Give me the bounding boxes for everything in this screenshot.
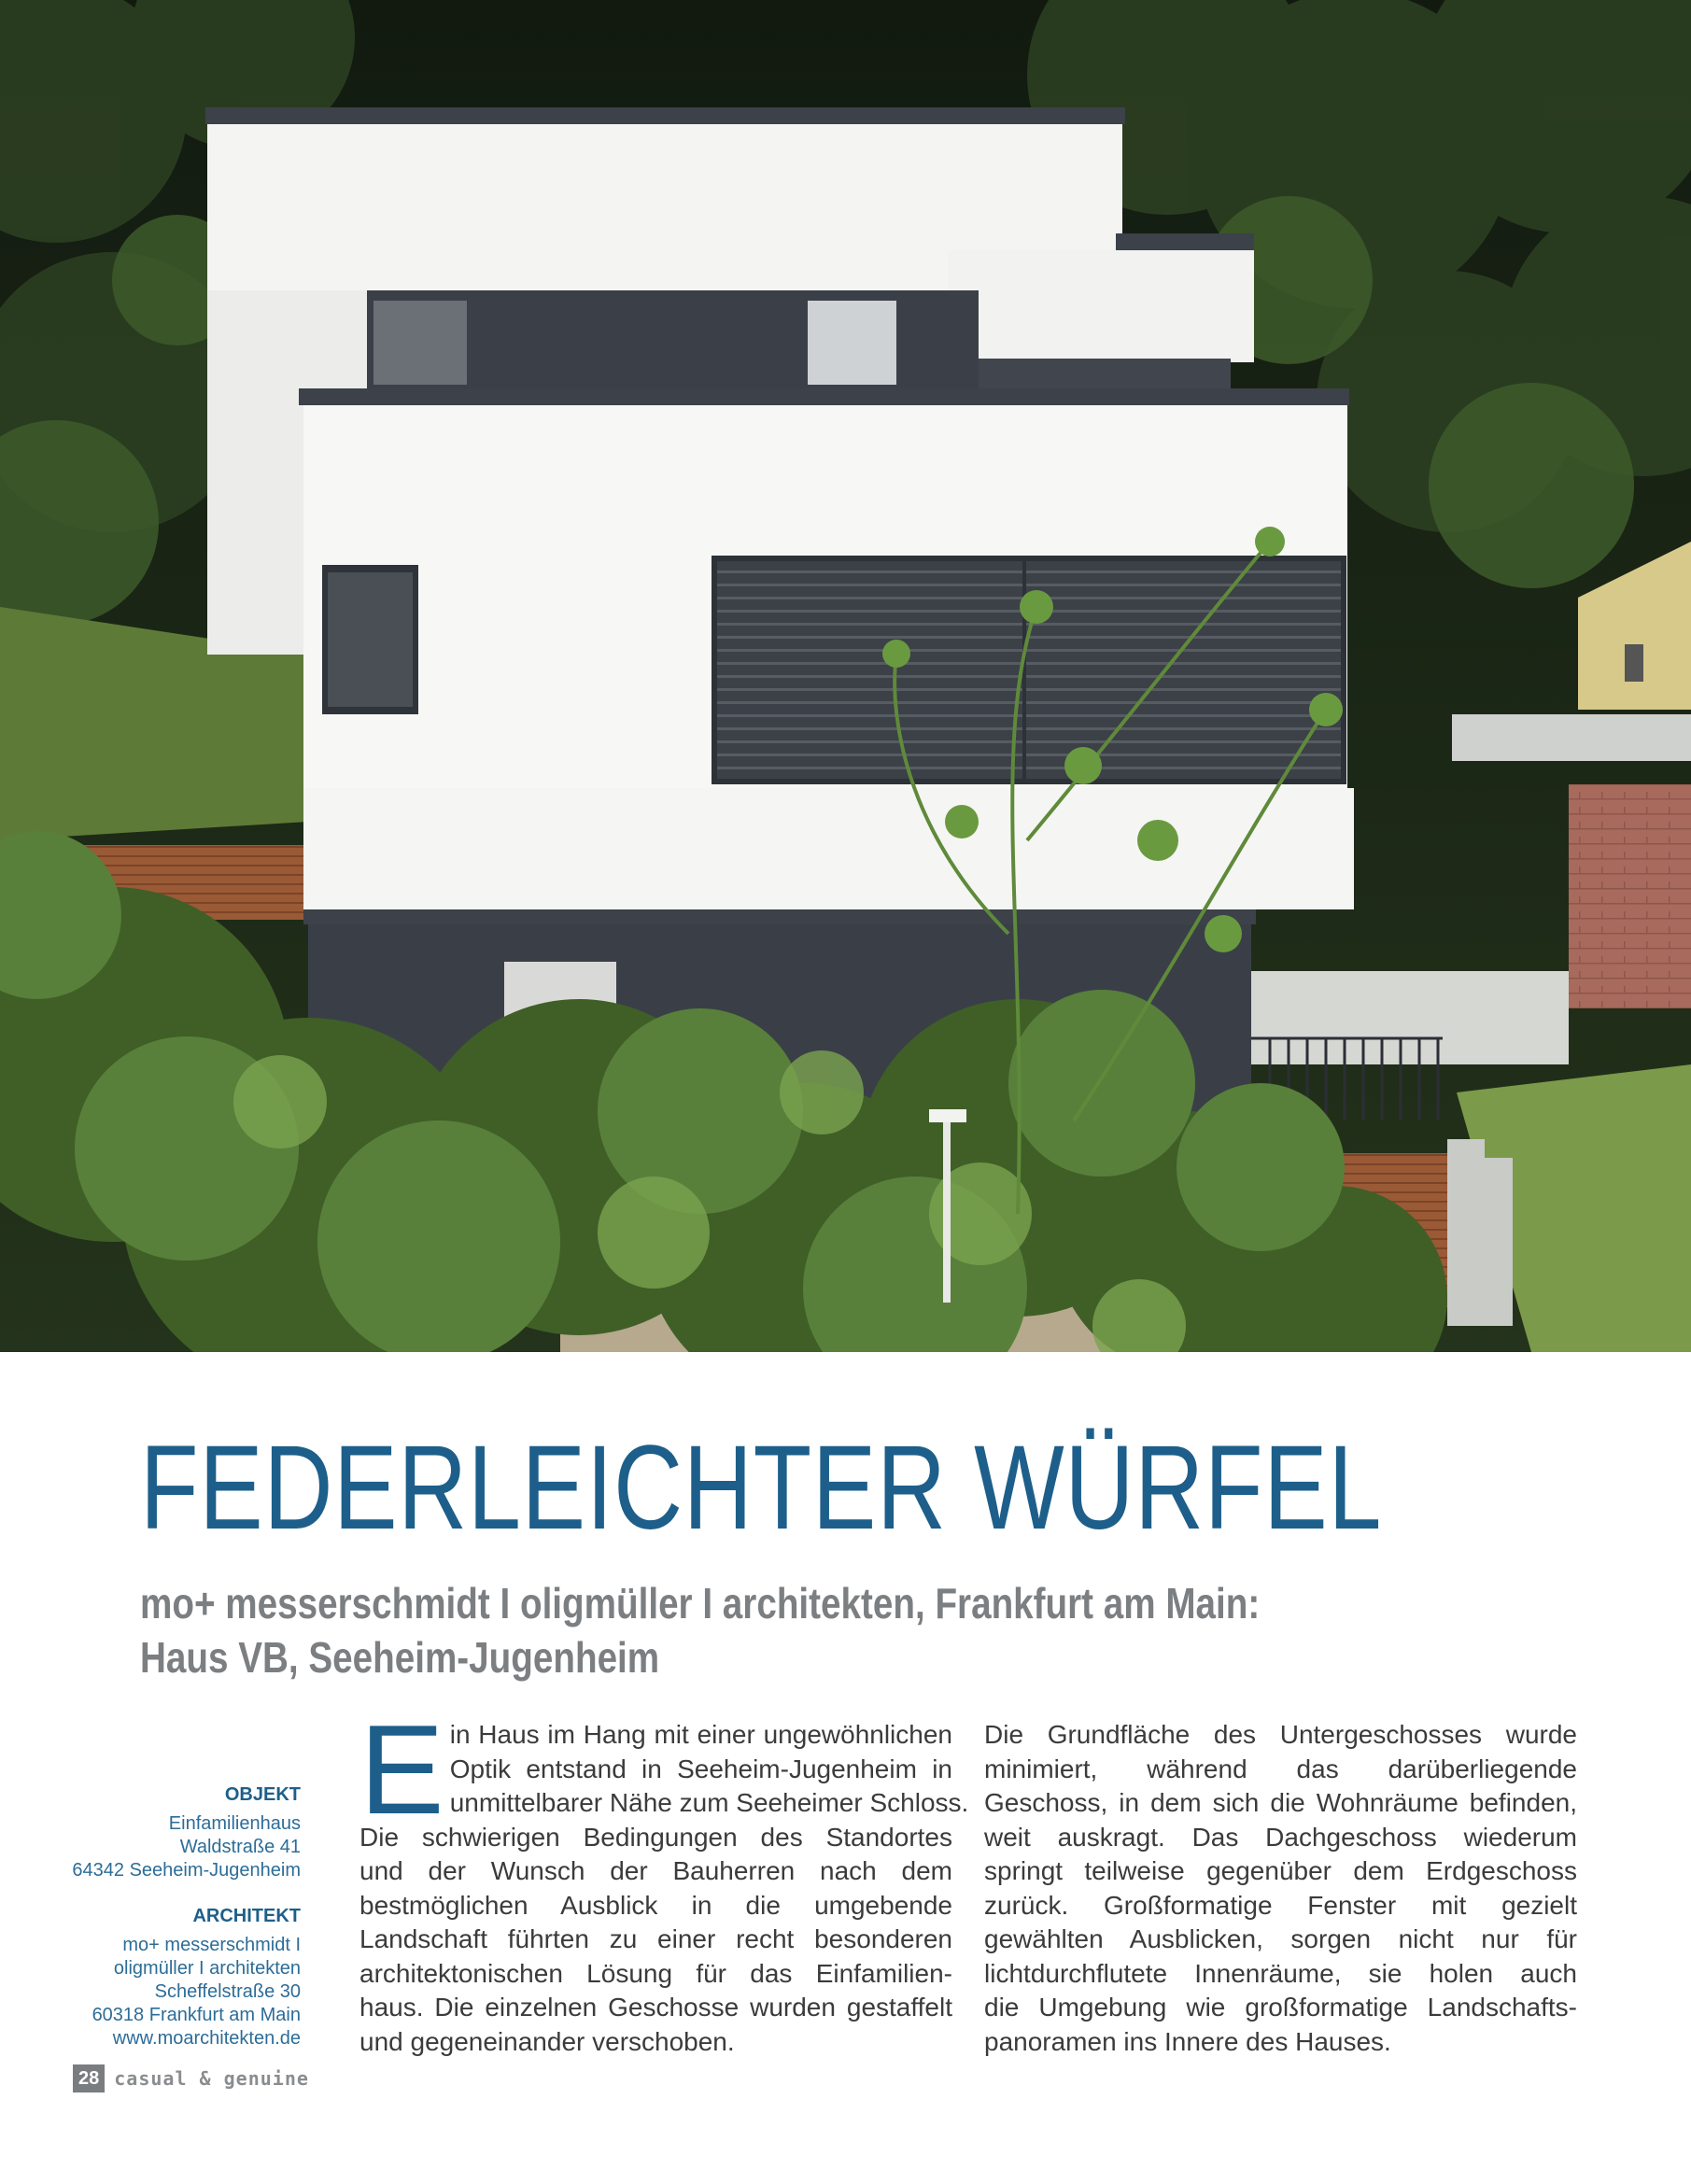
- architekt-line: oligmüller I architekten: [113, 1958, 301, 1979]
- subtitle-line-1: mo+ messerschmidt I oligmüller I architekten, Frankfurt am Main:: [140, 1579, 1261, 1627]
- body-line: springt teilweise gegenüber dem Erdgeschoss: [984, 1856, 1577, 1885]
- body-line: haus. Die einzelnen Geschosse wurden gestaffelt: [359, 1993, 952, 2022]
- objekt-block: [21, 1783, 301, 1882]
- body-column-1: [359, 1698, 969, 2059]
- page-footer: [73, 2064, 309, 2093]
- body-line: in Haus im Hang mit einer ungewöhnlichen: [449, 1720, 952, 1749]
- body-line: Optik entstand in Seeheim-Jugenheim in: [449, 1754, 952, 1783]
- body-line: minimiert, während das darüberliegende: [984, 1754, 1577, 1783]
- article-subtitle: [140, 1576, 1261, 1684]
- body-line: und der Wunsch der Bauherren nach dem: [359, 1856, 952, 1885]
- body-line: panoramen ins Innere des Hauses.: [984, 2026, 1391, 2056]
- body-line: bestmöglichen Ausblick in die umgebende: [359, 1890, 952, 1920]
- objekt-line: Einfamilienhaus: [168, 1813, 301, 1834]
- article-title: FEDERLEICHTER WÜRFEL: [140, 1421, 1383, 1555]
- architekt-block: [21, 1905, 301, 2050]
- body-line: lichtdurchflutete Innenräume, sie holen auch: [984, 1958, 1577, 1988]
- objekt-line: 64342 Seeheim-Jugenheim: [72, 1860, 301, 1881]
- body-line: weit auskragt. Das Dachgeschoss wiederum: [984, 1822, 1577, 1852]
- body-line: unmittelbarer Nähe zum Seeheimer Schloss.: [449, 1788, 969, 1817]
- architekt-line: mo+ messerschmidt I: [122, 1935, 301, 1955]
- body-line: Landschaft führten zu einer recht besonderen: [359, 1924, 952, 1953]
- body-line: architektonischen Lösung für das Einfamilien-: [359, 1958, 952, 1988]
- body-line: Die schwierigen Bedingungen des Standortes: [359, 1822, 952, 1852]
- body-line: die Umgebung wie großformatige Landschafts-: [984, 1993, 1577, 2022]
- body-line: zurück. Großformatige Fenster mit gezielt: [984, 1890, 1577, 1920]
- architekt-website-link[interactable]: www.moarchitekten.de: [112, 2028, 301, 2049]
- objekt-line: Waldstraße 41: [179, 1837, 301, 1857]
- objekt-heading: OBJEKT: [224, 1784, 301, 1805]
- magazine-name: casual & genuine: [114, 2067, 309, 2090]
- architekt-line: 60318 Frankfurt am Main: [92, 2005, 301, 2025]
- subtitle-line-2: Haus VB, Seeheim-Jugenheim: [140, 1633, 660, 1682]
- body-line: und gegeneinander verschoben.: [359, 2026, 735, 2056]
- body-line: Geschoss, in dem sich die Wohnräume befinden,: [984, 1788, 1577, 1817]
- architekt-line: Scheffelstraße 30: [154, 1981, 301, 2002]
- project-info-sidebar: [21, 1783, 301, 2073]
- drop-cap: E: [359, 1698, 444, 1840]
- body-line: Die Grundfläche des Untergeschosses wurde: [984, 1720, 1577, 1749]
- body-line: gewählten Ausblicken, sorgen nicht nur für: [984, 1924, 1577, 1953]
- page-number: 28: [73, 2064, 105, 2092]
- architekt-heading: ARCHITEKT: [192, 1906, 301, 1926]
- body-column-2: [984, 1718, 1577, 2059]
